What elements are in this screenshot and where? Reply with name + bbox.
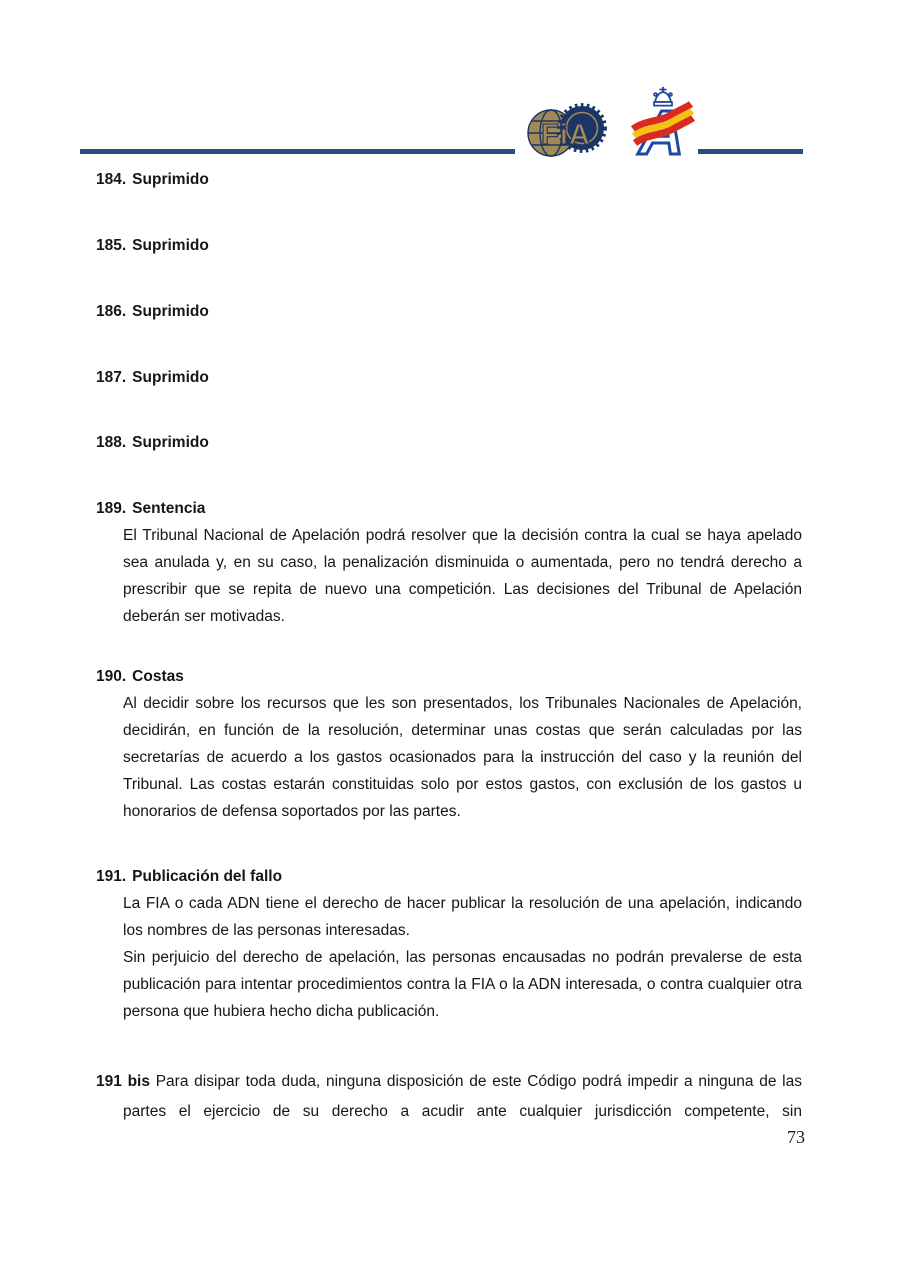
section-heading-190 — [96, 668, 802, 686]
section-title: Sentencia — [132, 500, 206, 517]
header-rule-right — [698, 149, 803, 154]
header-rule-left — [80, 149, 515, 154]
section-number: 186. — [96, 303, 127, 320]
section-text: Para disipar toda duda, ninguna disposición de este Código podrá impedir a ninguna de las partes el ejercicio de su derecho a acudir ante cualquier jurisdicción competente, sin — [123, 1073, 802, 1120]
section-heading-188 — [96, 434, 802, 452]
section-paragraph: La FIA o cada ADN tiene el derecho de hacer publicar la resolución de una apelación, indicando los nombres de las personas interesadas. — [123, 895, 802, 939]
section-number: 189. — [96, 500, 127, 517]
section-paragraph: Sin perjuicio del derecho de apelación, las personas encausadas no podrán prevalerse de esta publicación para intentar procedimientos contra la FIA o la ADN interesada, o contra cualquier otra persona que hubiera hecho dicha publicación. — [123, 949, 802, 1020]
section-191bis — [96, 1067, 802, 1127]
section-title: Suprimido — [132, 237, 209, 254]
section-title: Costas — [132, 668, 184, 685]
document-content — [96, 165, 802, 1127]
section-heading-186 — [96, 303, 802, 321]
svg-text:FiA: FiA — [541, 119, 591, 151]
section-number: 185. — [96, 237, 127, 254]
section-heading-185 — [96, 237, 802, 255]
section-title: Suprimido — [132, 171, 209, 188]
section-heading-189 — [96, 500, 802, 518]
section-title: Suprimido — [132, 369, 209, 386]
section-heading-184 — [96, 171, 802, 189]
svg-text:A: A — [639, 99, 684, 158]
page-number: 73 — [787, 1127, 805, 1147]
section-paragraph: El Tribunal Nacional de Apelación podrá resolver que la decisión contra la cual se haya apelado sea anulada y, en su caso, la penalización disminuida o aumentada, pero no tendrá derecho a prescribir que se repita de nuevo una competición. Las decisiones del Tribunal de Apelación deberán ser motivadas. — [123, 527, 802, 625]
section-title: Suprimido — [132, 434, 209, 451]
section-number: 188. — [96, 434, 127, 451]
section-number: 191 bis — [96, 1073, 150, 1090]
section-heading-187 — [96, 369, 802, 387]
rfeda-logo — [625, 84, 699, 158]
section-heading-191 — [96, 868, 802, 886]
section-paragraph: Al decidir sobre los recursos que les son presentados, los Tribunales Nacionales de Apelación, decidirán, en función de la resolución, determinar unas costas que serán calculadas por las secretarías de acuerdo a los gastos ocasionados para la instrucción del caso y la reunión del Tribunal. Las costas estarán constituidas solo por estos gastos, con exclusión de los gastos u honorarios de defensa soportados por las partes. — [123, 695, 802, 820]
section-number: 190. — [96, 668, 127, 685]
section-title: Publicación del fallo — [132, 868, 283, 885]
fia-logo — [527, 100, 607, 162]
section-number: 187. — [96, 369, 127, 386]
section-title: Suprimido — [132, 303, 209, 320]
section-number: 184. — [96, 171, 127, 188]
section-number: 191. — [96, 868, 127, 885]
